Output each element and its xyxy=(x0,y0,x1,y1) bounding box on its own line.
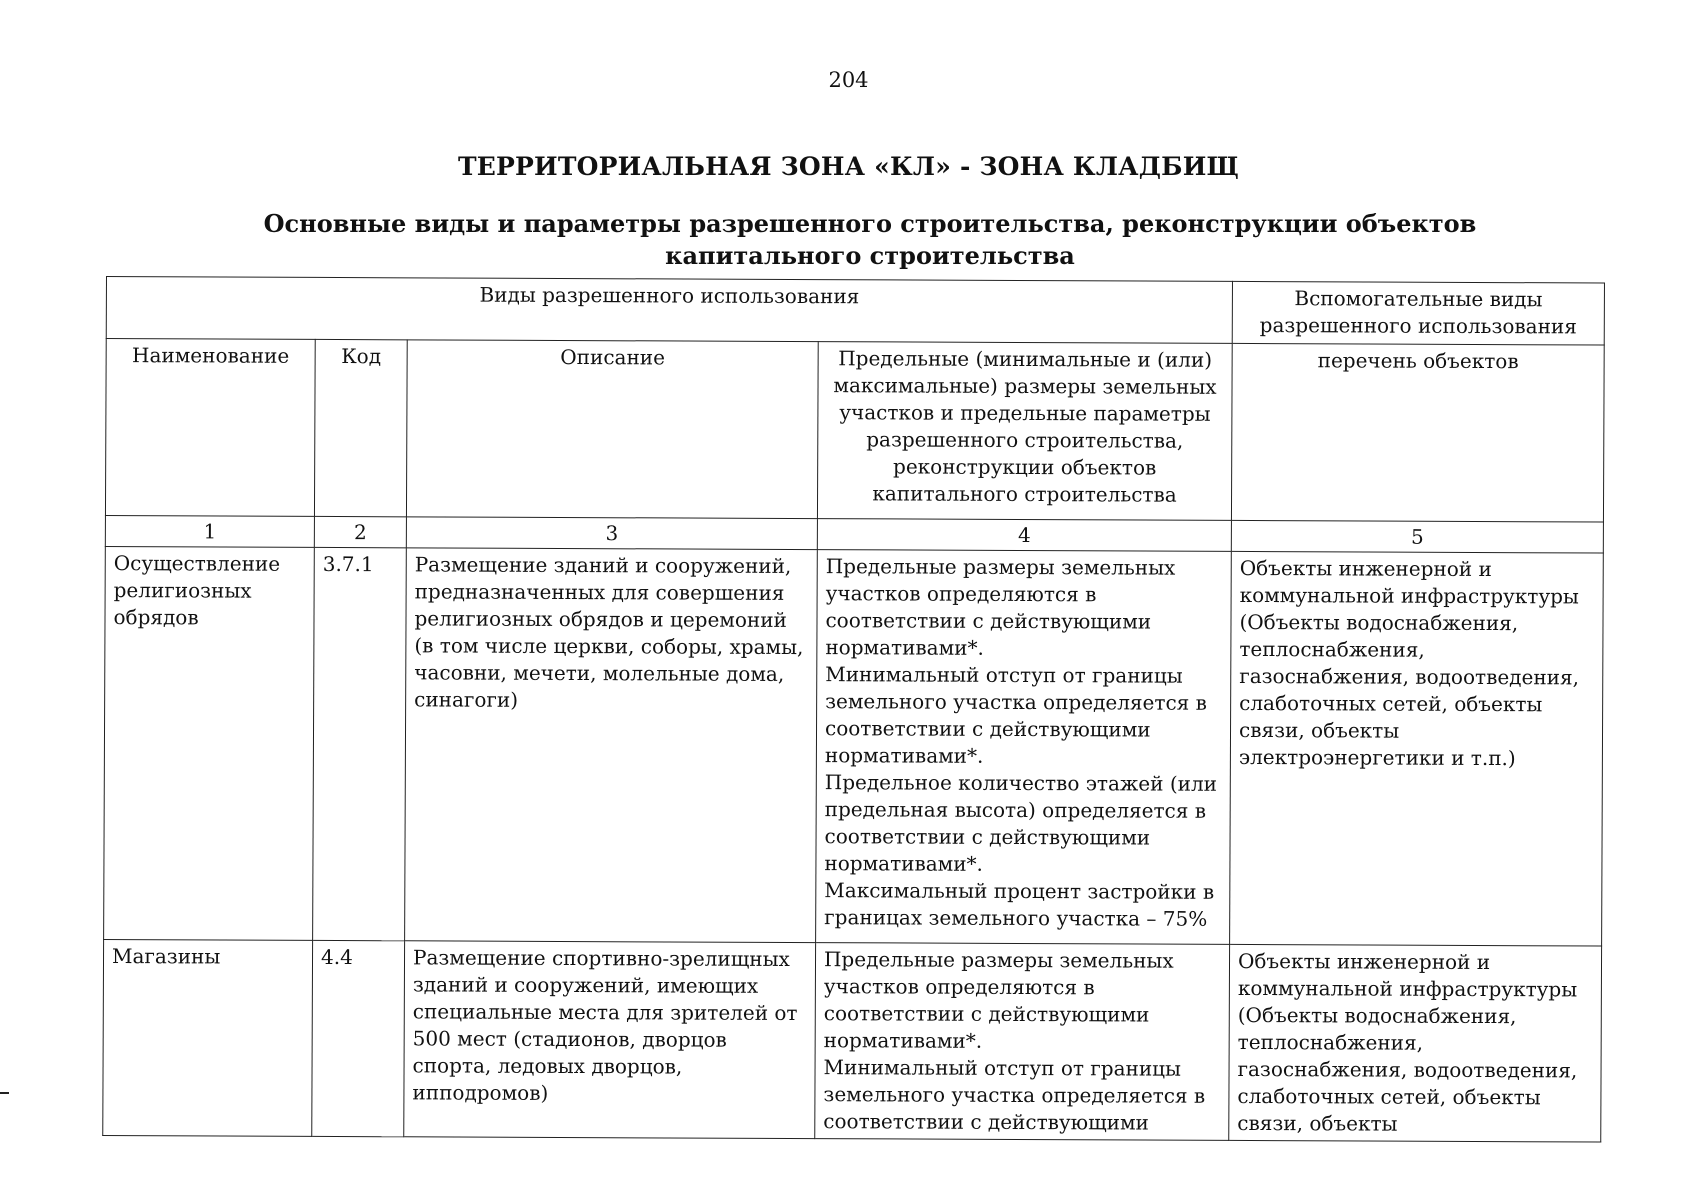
use-parameters-cell xyxy=(815,943,1230,1141)
column-number: 3 xyxy=(406,517,817,550)
use-code-cell: 4.4 xyxy=(312,940,405,1136)
use-code-cell: 3.7.1 xyxy=(313,547,407,940)
use-description-cell: Размещение спортивно-зрелищных зданий и сооружений, имеющих специальные места для зрителей от 500 мест (стадионов, дворцов спорта, ледовых дворцов, ипподромов) xyxy=(404,941,816,1139)
use-description-cell: Размещение зданий и сооружений, предназначенных для совершения религиозных обрядов и церемоний (в том числе церкви, соборы, храмы, часовни, мечети, молельные дома, синагоги) xyxy=(405,548,818,943)
column-header-row xyxy=(105,339,1604,523)
use-parameters-cell xyxy=(816,550,1232,945)
table-row xyxy=(103,939,1602,1142)
parameter-line: Минимальный отступ от границы земельного участка определяется в соответствии с действующими xyxy=(823,1055,1206,1135)
page-number: 204 xyxy=(828,68,869,92)
auxiliary-objects-cell: Объекты инженерной и коммунальной инфраструктуры (Объекты водоснабжения, теплоснабжения, газоснабжения, водоотведения, слаботочных сетей, объекты связи, объекты электроэнергетики и т.п.) xyxy=(1230,551,1604,946)
column-number: 2 xyxy=(314,516,406,547)
column-number: 4 xyxy=(817,519,1231,552)
use-name-cell: Магазины xyxy=(103,939,313,1136)
column-header-parameters: Предельные (минимальные и (или) максимальные) размеры земельных участков и предельные параметры разрешенного строительства, реконструкции объектов капитального строительства xyxy=(817,342,1232,521)
auxiliary-objects-cell: Объекты инженерной и коммунальной инфраструктуры (Объекты водоснабжения, теплоснабжения, газоснабжения, водоотведения, слаботочных сетей, объекты связи, объекты xyxy=(1229,944,1602,1142)
column-number: 1 xyxy=(105,515,314,547)
parameter-line: Предельные размеры земельных участков определяются в соответствии с действующими нормативами*. xyxy=(823,947,1174,1053)
column-header-name: Наименование xyxy=(105,339,315,517)
column-header-code: Код xyxy=(314,339,407,516)
main-uses-header: Виды разрешенного использования xyxy=(106,277,1232,344)
table-row xyxy=(104,546,1604,946)
parameter-line: Предельные размеры земельных участков определяются в соответствии с действующими нормативами*. xyxy=(825,554,1176,660)
regulations-table xyxy=(102,276,1605,1143)
margin-mark xyxy=(0,1092,9,1094)
auxiliary-uses-header: Вспомогательные виды разрешенного использования xyxy=(1232,281,1604,345)
column-header-description: Описание xyxy=(406,340,818,519)
zone-title: ТЕРРИТОРИАЛЬНАЯ ЗОНА «КЛ» - ЗОНА КЛАДБИЩ xyxy=(457,152,1240,181)
section-title: Основные виды и параметры разрешенного строительства, реконструкции объектов капитального строительства xyxy=(263,209,1477,270)
parameter-line: Максимальный процент застройки в границах земельного участка – 75% xyxy=(824,878,1215,931)
column-header-objects: перечень объектов xyxy=(1231,343,1604,522)
group-header-row xyxy=(106,277,1604,346)
use-name-cell: Осуществление религиозных обрядов xyxy=(104,546,315,940)
column-number: 5 xyxy=(1231,520,1603,553)
parameter-line: Предельное количество этажей (или предельная высота) определяется в соответствии с действующими нормативами*. xyxy=(824,770,1218,876)
parameter-line: Минимальный отступ от границы земельного участка определяется в соответствии с действующими нормативами*. xyxy=(824,662,1207,768)
